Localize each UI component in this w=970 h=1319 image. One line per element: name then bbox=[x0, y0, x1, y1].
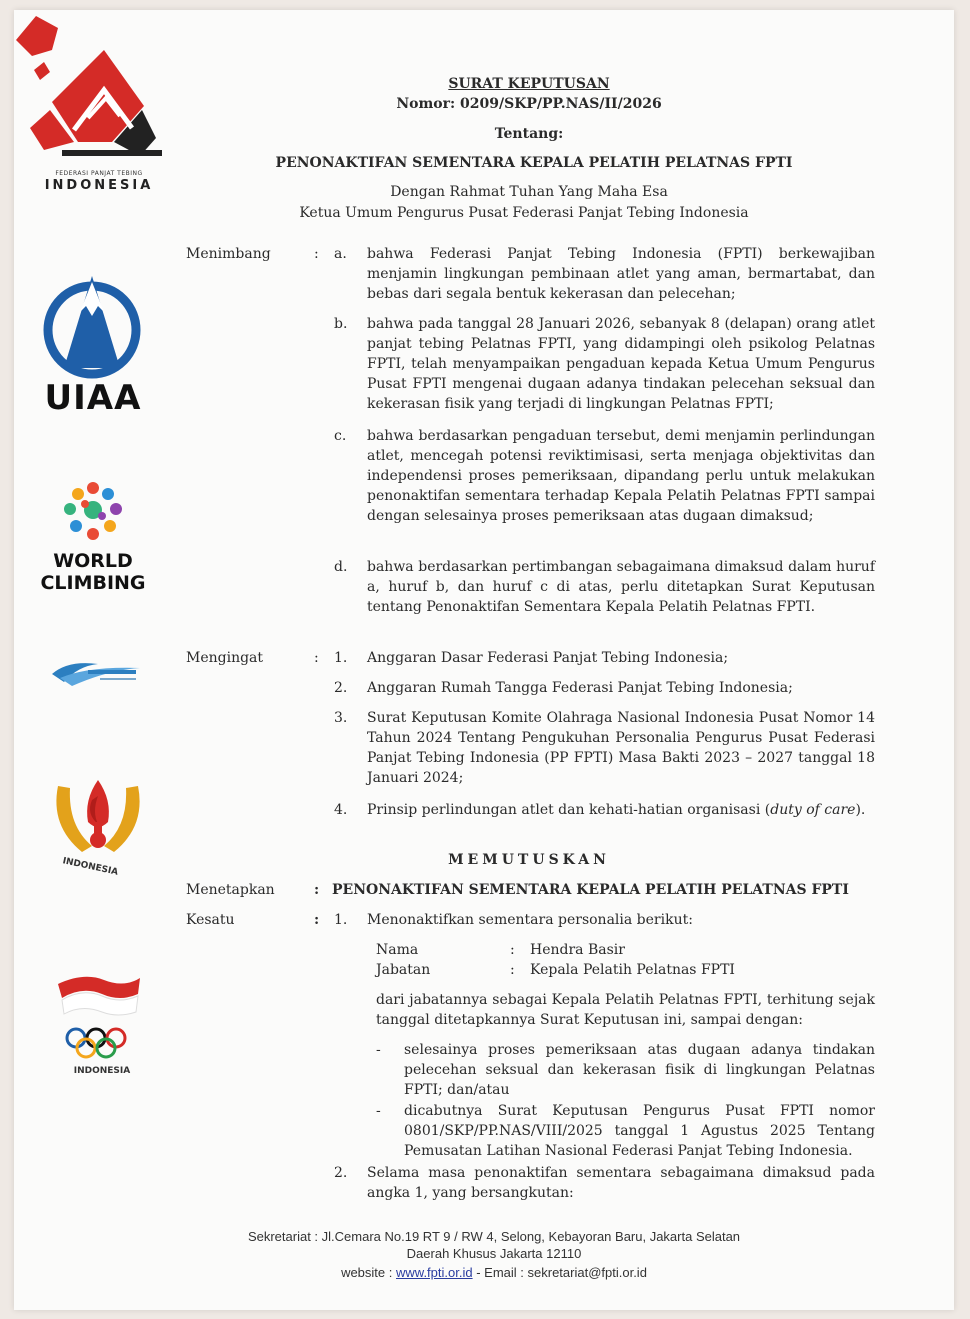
world-climbing-line1: WORLD bbox=[53, 550, 133, 572]
menimbang-text-c: bahwa berdasarkan pengaduan tersebut, demi menjamin perlindungan atlet, mencegah potensi reviktimisasi, serta menjaga objektivitas dan independensi proses pemeriksaan, dipandang perlu untuk melakukan penonaktifan sementara terhadap Kepala Pelatih Pelatnas FPTI sampai dengan selesainya proses pemeriksaan atas dugaan dimaksud; bbox=[367, 428, 875, 524]
menetapkan-colon: : bbox=[314, 882, 320, 898]
email-address[interactable]: sekretariat@fpti.or.id bbox=[527, 1265, 647, 1280]
jabatan-value: Kepala Pelatih Pelatnas FPTI bbox=[530, 962, 735, 978]
nama-colon: : bbox=[510, 942, 515, 958]
jabatan-label: Jabatan bbox=[376, 962, 431, 978]
kesatu-text-1: Menonaktifkan sementara personalia berikut: bbox=[367, 912, 693, 928]
bullet-dash-2: - bbox=[376, 1103, 381, 1119]
tentang-label: Tentang: bbox=[494, 126, 564, 142]
world-climbing-logo bbox=[58, 476, 128, 546]
kesatu-paragraph: dari jabatannya sebagai Kepala Pelatih Pelatnas FPTI, terhitung sejak tanggal ditetapkannya Surat Keputusan ini, sampai dengan: bbox=[376, 992, 875, 1028]
mengingat-label: Mengingat bbox=[186, 650, 264, 666]
website-label: website : bbox=[341, 1265, 393, 1280]
fpti-emblem-icon bbox=[14, 10, 174, 170]
bullet-text-2: dicabutnya Surat Keputusan Pengurus Pusat FPTI nomor 0801/SKP/PP.NAS/VIII/2025 tanggal 1 Agustus 2025 Tentang Pemusatan Latihan Nasional Federasi Panjat Tebing Indonesia. bbox=[404, 1103, 875, 1159]
uiaa-logo bbox=[42, 272, 142, 382]
kesatu-label: Kesatu bbox=[186, 912, 235, 928]
mengingat-text-4 bbox=[367, 800, 875, 820]
world-climbing-wordmark bbox=[32, 550, 154, 594]
doc-subject: PENONAKTIFAN SEMENTARA KEPALA PELATIH PELATNAS FPTI bbox=[275, 155, 793, 171]
footer-address-1: Sekretariat : Jl.Cemara No.19 RT 9 / RW 4, Selong, Kebayoran Baru, Jakarta Selatan bbox=[247, 1229, 741, 1244]
kesatu-text-2: Selama masa penonaktifan sementara sebagaimana dimaksud pada angka 1, yang bersangkutan: bbox=[367, 1165, 875, 1201]
doc-type: SURAT KEPUTUSAN bbox=[448, 76, 610, 92]
website-link[interactable]: www.fpti.or.id bbox=[396, 1265, 473, 1280]
footer-contact bbox=[214, 1264, 774, 1281]
uiaa-wordmark: UIAA bbox=[44, 378, 142, 418]
koni-label: INDONESIA bbox=[61, 856, 119, 878]
mengingat-text-3: Surat Keputusan Komite Olahraga Nasional Indonesia Pusat Nomor 14 Tahun 2024 Tentang Pengukuhan Personalia Pengurus Pusat Federasi Panjat Tebing Indonesia (PP FPTI) Masa Bakti 2023 – 2027 tanggal 18 Januari 2024; bbox=[367, 710, 875, 786]
mengingat-key-1: 1. bbox=[334, 650, 348, 666]
mengingat-text-4-pre: Prinsip perlindungan atlet dan kehati-hatian organisasi ( bbox=[367, 802, 771, 818]
mengingat-text-4-post: ). bbox=[855, 802, 866, 818]
mengingat-key-4: 4. bbox=[334, 802, 348, 818]
bullet-text-1: selesainya proses pemeriksaan atas dugaan adanya tindakan pelecehan seksual dan kekerasan fisik di lingkungan Pelatnas FPTI; dan/atau bbox=[404, 1042, 875, 1098]
opening-line-2: Ketua Umum Pengurus Pusat Federasi Panjat Tebing Indonesia bbox=[299, 205, 749, 221]
menetapkan-label: Menetapkan bbox=[186, 882, 275, 898]
mountain-globe-icon bbox=[42, 272, 142, 382]
noc-indonesia-logo bbox=[54, 972, 154, 1064]
menimbang-text-d: bahwa berdasarkan pertimbangan sebagaimana dimaksud dalam huruf a, huruf b, dan huruf c di atas, perlu ditetapkan Surat Keputusan tentang Penonaktifan Sementara Kepala Pelatih Pelatnas FPTI. bbox=[367, 559, 875, 615]
mengingat-colon: : bbox=[314, 650, 319, 666]
noc-label: INDONESIA bbox=[73, 1066, 131, 1076]
world-climbing-line2: CLIMBING bbox=[40, 572, 146, 594]
asia-climbing-logo bbox=[48, 656, 144, 690]
menimbang-key-b: b. bbox=[334, 316, 348, 332]
mengingat-text-4-em: duty of care bbox=[770, 802, 856, 818]
menimbang-key-c: c. bbox=[334, 428, 347, 444]
mengingat-text-1: Anggaran Dasar Federasi Panjat Tebing Indonesia; bbox=[367, 650, 729, 666]
fpti-subtitle: FEDERASI PANJAT TEBING bbox=[55, 170, 143, 177]
memutuskan-heading: MEMUTUSKAN bbox=[448, 852, 610, 868]
menimbang-colon: : bbox=[314, 246, 319, 262]
mengingat-key-3: 3. bbox=[334, 710, 348, 726]
kesatu-key-2: 2. bbox=[334, 1165, 348, 1181]
acfc-swoosh-icon bbox=[48, 656, 144, 690]
menimbang-label: Menimbang bbox=[186, 246, 271, 262]
nama-value: Hendra Basir bbox=[530, 942, 625, 958]
fpti-title: INDONESIA bbox=[44, 178, 154, 193]
menimbang-text-a: bahwa Federasi Panjat Tebing Indonesia (FPTI) berkewajiban menjamin lingkungan pembinaan atlet yang aman, bermartabat, dan bebas dari segala bentuk kekerasan dan pelecehan; bbox=[367, 246, 875, 302]
koni-logo bbox=[48, 766, 148, 866]
bullet-dash-1: - bbox=[376, 1042, 381, 1058]
document-page bbox=[14, 10, 954, 1310]
mengingat-text-2: Anggaran Rumah Tangga Federasi Panjat Tebing Indonesia; bbox=[367, 680, 793, 696]
mosaic-circle-icon bbox=[58, 476, 128, 546]
doc-number: Nomor: 0209/SKP/PP.NAS/II/2026 bbox=[396, 96, 662, 112]
kesatu-colon: : bbox=[314, 912, 320, 928]
menimbang-key-d: d. bbox=[334, 559, 348, 575]
menimbang-key-a: a. bbox=[334, 246, 347, 262]
kesatu-key-1: 1. bbox=[334, 912, 348, 928]
mengingat-key-2: 2. bbox=[334, 680, 348, 696]
footer-address-2: Daerah Khusus Jakarta 12110 bbox=[406, 1246, 582, 1261]
flag-olympic-rings-icon bbox=[54, 972, 154, 1064]
email-label: - Email : bbox=[476, 1265, 524, 1280]
menimbang-text-b: bahwa pada tanggal 28 Januari 2026, sebanyak 8 (delapan) orang atlet panjat tebing Pelatnas FPTI, yang didampingi oleh psikolog Pelatnas FPTI, telah menyampaikan pengaduan kepada Ketua Umum Pengurus Pusat FPTI mengenai dugaan adanya tindakan pelecehan seksual dan kekerasan fisik yang terjadi di lingkungan Pelatnas FPTI; bbox=[367, 316, 875, 412]
menetapkan-text: PENONAKTIFAN SEMENTARA KEPALA PELATIH PELATNAS FPTI bbox=[332, 882, 849, 898]
opening-line-1: Dengan Rahmat Tuhan Yang Maha Esa bbox=[390, 184, 668, 200]
koni-emblem-icon bbox=[48, 766, 148, 866]
jabatan-colon: : bbox=[510, 962, 515, 978]
nama-label: Nama bbox=[376, 942, 419, 958]
